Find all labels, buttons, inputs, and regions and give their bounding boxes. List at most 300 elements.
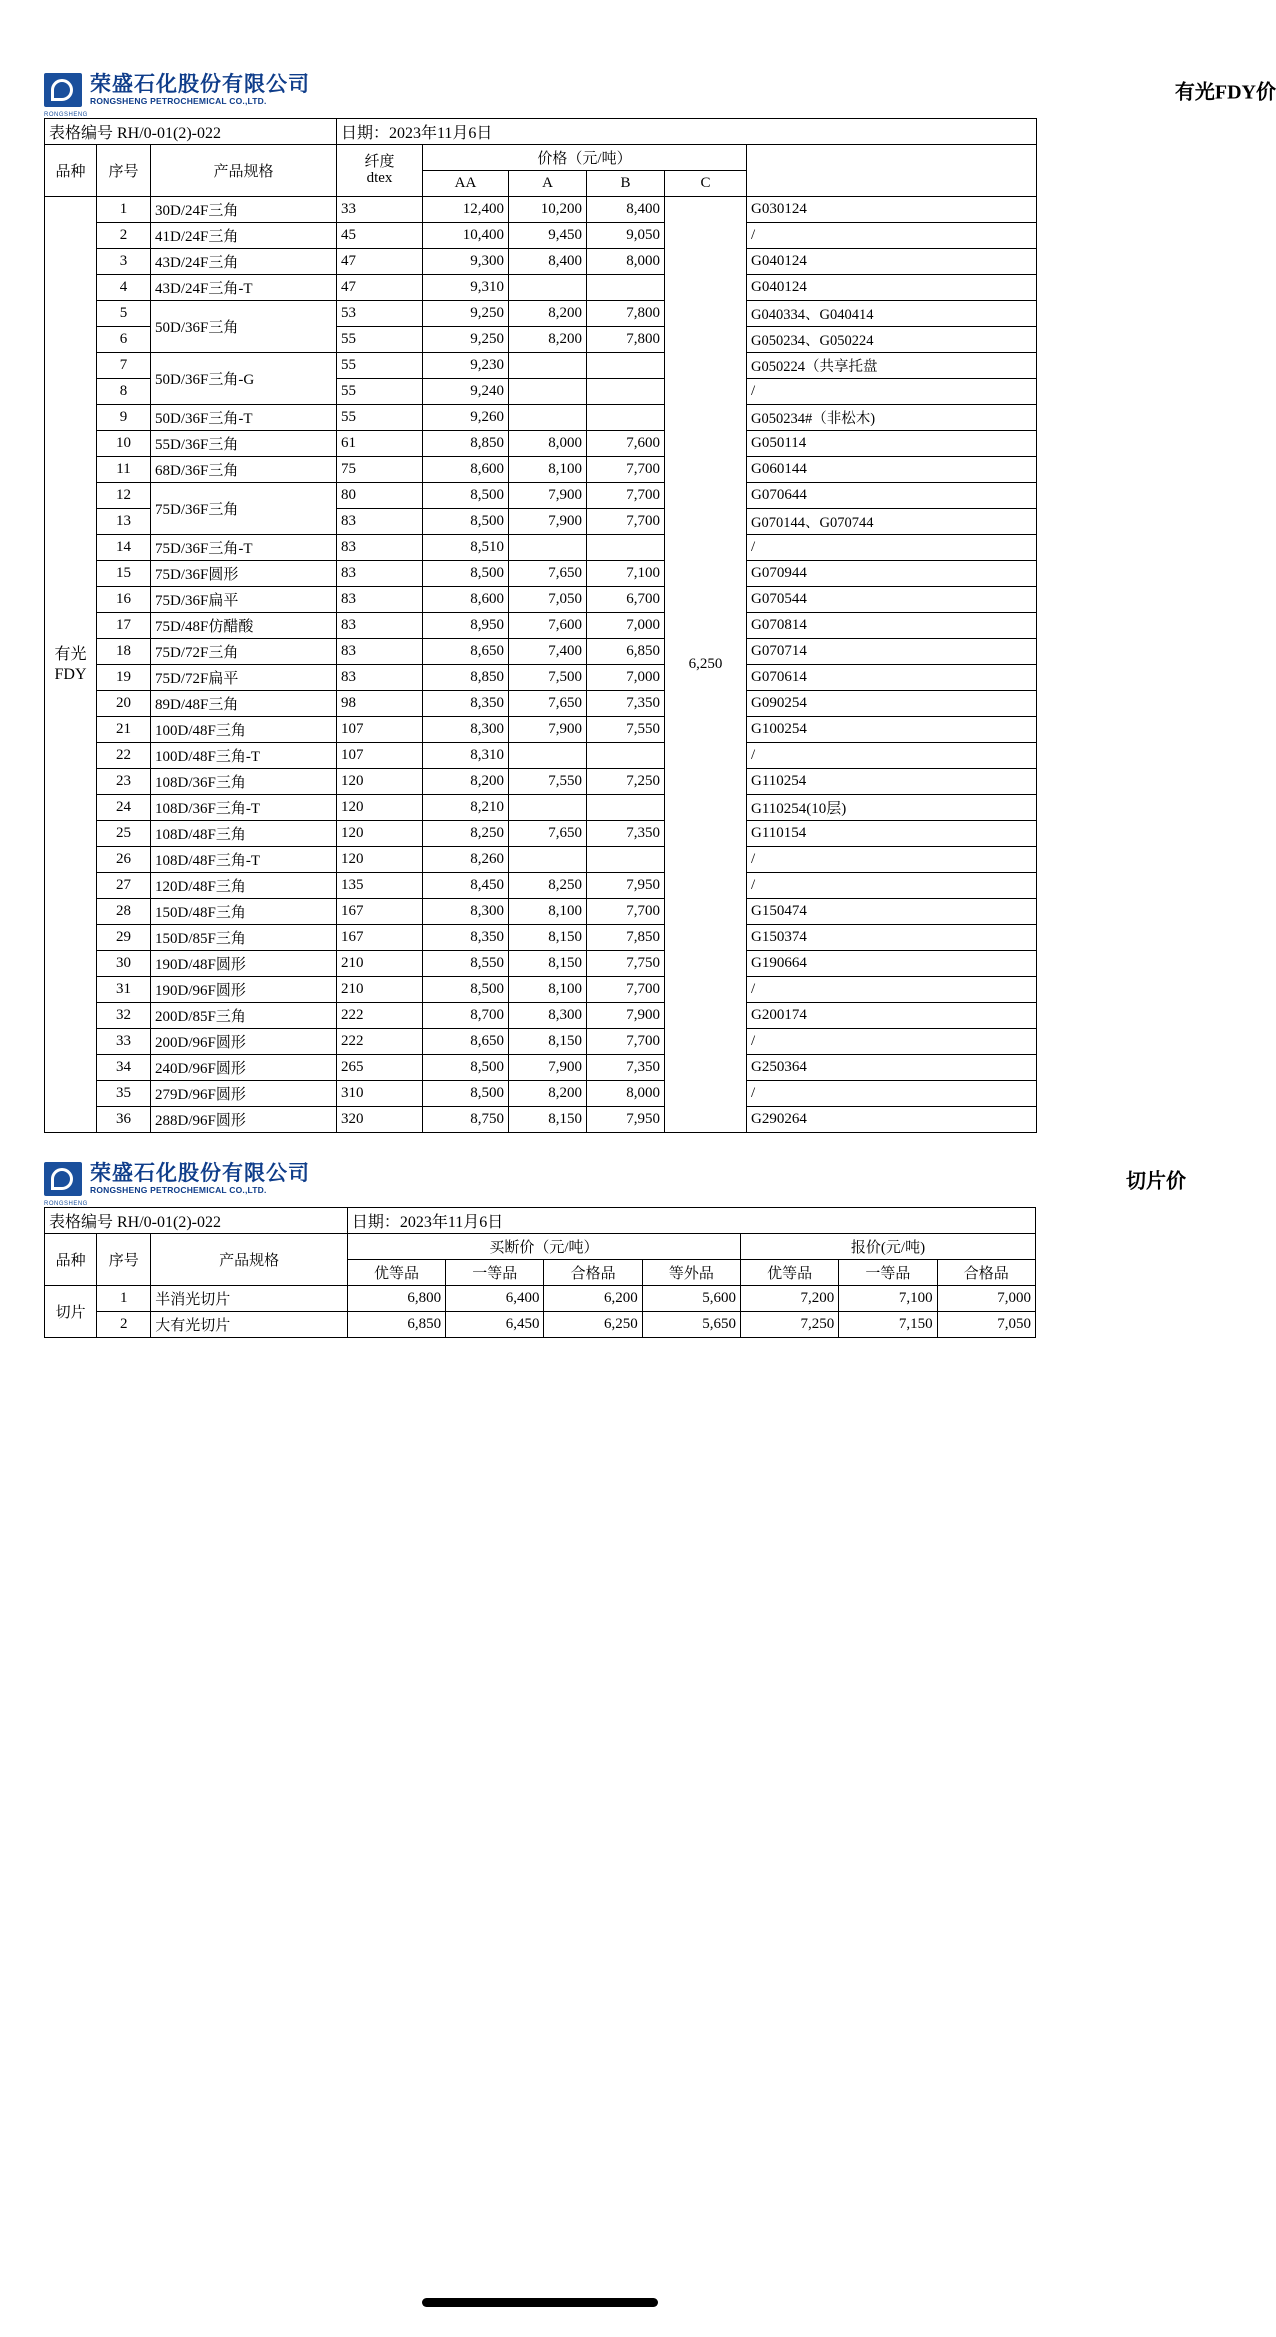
- row-aa: 8,350: [423, 691, 509, 717]
- row-b: 7,850: [587, 925, 665, 951]
- row-b: 8,000: [587, 249, 665, 275]
- table-row: [45, 457, 1037, 483]
- row-no: 32: [97, 1003, 151, 1029]
- fdy-meta-row: [45, 119, 1037, 145]
- row-code: G110254(10层): [747, 795, 1037, 821]
- row-b: 7,000: [587, 613, 665, 639]
- row-a: 7,650: [509, 821, 587, 847]
- row-a: 8,150: [509, 951, 587, 977]
- company-name-cn: 荣盛石化股份有限公司: [90, 72, 310, 96]
- row-aa: 8,300: [423, 899, 509, 925]
- row-dtex: 120: [337, 795, 423, 821]
- row-a: 8,200: [509, 1081, 587, 1107]
- fdy-form-no: 表格编号 RH/0-01(2)-022: [45, 119, 337, 145]
- row-aa: 9,250: [423, 301, 509, 327]
- row-buy-sub: 5,650: [642, 1312, 740, 1338]
- row-a: 10,200: [509, 197, 587, 223]
- row-b: [587, 847, 665, 873]
- row-code: G150374: [747, 925, 1037, 951]
- row-aa: 8,700: [423, 1003, 509, 1029]
- row-b: [587, 795, 665, 821]
- row-a: 7,550: [509, 769, 587, 795]
- row-code: G070814: [747, 613, 1037, 639]
- row-dtex: 53: [337, 301, 423, 327]
- row-code: G050224（共享托盘: [747, 353, 1037, 379]
- row-aa: 8,500: [423, 977, 509, 1003]
- row-a: 7,650: [509, 561, 587, 587]
- row-quote-first: 7,100: [839, 1286, 937, 1312]
- row-no: 12: [97, 483, 151, 509]
- row-no: 35: [97, 1081, 151, 1107]
- row-a: 7,600: [509, 613, 587, 639]
- row-aa: 10,400: [423, 223, 509, 249]
- home-indicator[interactable]: [422, 2298, 658, 2307]
- row-a: [509, 743, 587, 769]
- row-code: G050234、G050224: [747, 327, 1037, 353]
- row-a: [509, 379, 587, 405]
- row-b: [587, 535, 665, 561]
- row-code: G110154: [747, 821, 1037, 847]
- row-a: 7,900: [509, 717, 587, 743]
- row-quote-first: 7,150: [839, 1312, 937, 1338]
- row-spec: 55D/36F三角: [151, 431, 337, 457]
- row-b: 7,950: [587, 873, 665, 899]
- fdy-price-table: [44, 118, 1037, 1133]
- row-spec: 150D/85F三角: [151, 925, 337, 951]
- row-a: 8,000: [509, 431, 587, 457]
- table-row: [45, 223, 1037, 249]
- row-code: G190664: [747, 951, 1037, 977]
- row-b: 9,050: [587, 223, 665, 249]
- rongsheng-logo-icon: [44, 1162, 88, 1207]
- row-dtex: 222: [337, 1003, 423, 1029]
- row-spec: 108D/48F三角-T: [151, 847, 337, 873]
- fdy-date: 日期：2023年11月6日: [337, 119, 1037, 145]
- row-a: 8,400: [509, 249, 587, 275]
- table-row: [45, 613, 1037, 639]
- table-row: [45, 535, 1037, 561]
- row-code: G030124: [747, 197, 1037, 223]
- row-code: /: [747, 379, 1037, 405]
- table-row: [45, 1286, 1036, 1312]
- table-row: [45, 1003, 1037, 1029]
- row-dtex: 55: [337, 327, 423, 353]
- table-row: [45, 1029, 1037, 1055]
- row-no: 27: [97, 873, 151, 899]
- row-code: G110254: [747, 769, 1037, 795]
- row-quote-pass: 7,000: [937, 1286, 1035, 1312]
- fdy-c-price: 6,250: [665, 197, 747, 1133]
- chip-buy-sub: 等外品: [642, 1260, 740, 1286]
- row-aa: 8,500: [423, 509, 509, 535]
- row-aa: 12,400: [423, 197, 509, 223]
- row-no: 36: [97, 1107, 151, 1133]
- table-row: [45, 1081, 1037, 1107]
- row-dtex: 210: [337, 977, 423, 1003]
- logo-sub-text: RONGSHENG: [44, 1201, 88, 1207]
- row-a: [509, 353, 587, 379]
- row-b: [587, 405, 665, 431]
- row-buy-sub: 5,600: [642, 1286, 740, 1312]
- row-no: 1: [97, 197, 151, 223]
- row-spec: 75D/48F仿醋酸: [151, 613, 337, 639]
- row-b: 8,400: [587, 197, 665, 223]
- row-dtex: 120: [337, 821, 423, 847]
- table-row: [45, 197, 1037, 223]
- row-code: G040124: [747, 275, 1037, 301]
- row-a: 7,900: [509, 509, 587, 535]
- table-row: [45, 847, 1037, 873]
- row-aa: 9,260: [423, 405, 509, 431]
- row-dtex: 167: [337, 899, 423, 925]
- table-row: [45, 301, 1037, 327]
- row-a: 7,650: [509, 691, 587, 717]
- row-b: 7,600: [587, 431, 665, 457]
- row-b: 7,350: [587, 821, 665, 847]
- row-aa: 8,200: [423, 769, 509, 795]
- row-dtex: 222: [337, 1029, 423, 1055]
- fdy-brand-cell: 有光 FDY: [45, 197, 97, 1133]
- row-a: 8,100: [509, 977, 587, 1003]
- row-dtex: 55: [337, 405, 423, 431]
- row-aa: 8,650: [423, 639, 509, 665]
- chip-date: 日期：2023年11月6日: [347, 1208, 1035, 1234]
- row-dtex: 83: [337, 665, 423, 691]
- row-b: 7,800: [587, 327, 665, 353]
- row-code: G070714: [747, 639, 1037, 665]
- row-code: /: [747, 1081, 1037, 1107]
- row-dtex: 83: [337, 639, 423, 665]
- row-spec: 大有光切片: [151, 1312, 348, 1338]
- table-row: [45, 483, 1037, 509]
- row-spec: 75D/72F三角: [151, 639, 337, 665]
- table-row: [45, 249, 1037, 275]
- row-dtex: 83: [337, 561, 423, 587]
- fdy-col-price-group: 价格（元/吨）: [423, 145, 747, 171]
- row-dtex: 83: [337, 509, 423, 535]
- row-spec: 108D/36F三角: [151, 769, 337, 795]
- row-b: 7,550: [587, 717, 665, 743]
- row-b: 7,700: [587, 457, 665, 483]
- row-no: 20: [97, 691, 151, 717]
- row-quote-pass: 7,050: [937, 1312, 1035, 1338]
- row-spec: 43D/24F三角: [151, 249, 337, 275]
- row-code: G090254: [747, 691, 1037, 717]
- row-code: G070644: [747, 483, 1037, 509]
- row-b: [587, 379, 665, 405]
- row-a: 8,200: [509, 301, 587, 327]
- row-spec: 43D/24F三角-T: [151, 275, 337, 301]
- row-b: 7,700: [587, 509, 665, 535]
- row-dtex: 310: [337, 1081, 423, 1107]
- row-aa: 9,310: [423, 275, 509, 301]
- row-code: /: [747, 873, 1037, 899]
- row-aa: 8,210: [423, 795, 509, 821]
- row-spec: 108D/36F三角-T: [151, 795, 337, 821]
- row-a: 8,300: [509, 1003, 587, 1029]
- row-spec: 30D/24F三角: [151, 197, 337, 223]
- row-no: 9: [97, 405, 151, 431]
- row-buy-pass: 6,250: [544, 1312, 642, 1338]
- table-row: [45, 1055, 1037, 1081]
- row-spec: 75D/36F圆形: [151, 561, 337, 587]
- row-dtex: 83: [337, 587, 423, 613]
- row-no: 22: [97, 743, 151, 769]
- row-spec: 288D/96F圆形: [151, 1107, 337, 1133]
- row-code: G070544: [747, 587, 1037, 613]
- row-spec: 200D/96F圆形: [151, 1029, 337, 1055]
- row-dtex: 45: [337, 223, 423, 249]
- company-logo-2: [44, 1161, 310, 1207]
- row-quote-top: 7,250: [741, 1312, 839, 1338]
- fdy-col-aa: AA: [423, 171, 509, 197]
- table-row: [45, 951, 1037, 977]
- row-a: 8,150: [509, 925, 587, 951]
- chip-quote-pass: 合格品: [937, 1260, 1035, 1286]
- row-b: 8,000: [587, 1081, 665, 1107]
- row-dtex: 33: [337, 197, 423, 223]
- row-no: 26: [97, 847, 151, 873]
- row-no: 7: [97, 353, 151, 379]
- chip-buy-pass: 合格品: [544, 1260, 642, 1286]
- row-aa: 8,300: [423, 717, 509, 743]
- company-name-en: RONGSHENG PETROCHEMICAL CO.,LTD.: [90, 1185, 267, 1196]
- row-no: 6: [97, 327, 151, 353]
- row-b: 7,700: [587, 483, 665, 509]
- table-row: [45, 665, 1037, 691]
- row-a: 7,500: [509, 665, 587, 691]
- fdy-col-c: C: [665, 171, 747, 197]
- fdy-table-wrap: [44, 118, 1036, 1133]
- row-b: 7,700: [587, 1029, 665, 1055]
- row-spec: 41D/24F三角: [151, 223, 337, 249]
- row-b: 7,950: [587, 1107, 665, 1133]
- row-aa: 9,250: [423, 327, 509, 353]
- row-no: 25: [97, 821, 151, 847]
- table-row: [45, 769, 1037, 795]
- row-b: [587, 353, 665, 379]
- table-row: [45, 431, 1037, 457]
- row-dtex: 265: [337, 1055, 423, 1081]
- row-no: 3: [97, 249, 151, 275]
- row-code: /: [747, 743, 1037, 769]
- row-spec: 75D/72F扁平: [151, 665, 337, 691]
- fdy-col-dtex: [337, 145, 423, 197]
- company-logo: [44, 72, 310, 118]
- row-dtex: 61: [337, 431, 423, 457]
- row-code: /: [747, 223, 1037, 249]
- row-aa: 8,550: [423, 951, 509, 977]
- row-aa: 8,950: [423, 613, 509, 639]
- row-no: 34: [97, 1055, 151, 1081]
- row-a: 8,100: [509, 457, 587, 483]
- row-code: G070614: [747, 665, 1037, 691]
- row-a: 8,200: [509, 327, 587, 353]
- row-aa: 8,500: [423, 1055, 509, 1081]
- chip-header-row-1: [45, 1234, 1036, 1260]
- chip-quote-top: 优等品: [741, 1260, 839, 1286]
- row-dtex: 83: [337, 535, 423, 561]
- row-spec: 240D/96F圆形: [151, 1055, 337, 1081]
- row-no: 11: [97, 457, 151, 483]
- row-aa: 9,240: [423, 379, 509, 405]
- row-spec: 75D/36F三角-T: [151, 535, 337, 561]
- row-code: G050114: [747, 431, 1037, 457]
- row-b: [587, 275, 665, 301]
- row-dtex: 47: [337, 249, 423, 275]
- fdy-col-a: A: [509, 171, 587, 197]
- chip-title: 切片价: [1126, 1170, 1186, 1193]
- chip-section-header: [44, 1151, 1186, 1207]
- chip-col-buy-group: 买断价（元/吨）: [347, 1234, 740, 1260]
- row-no: 13: [97, 509, 151, 535]
- table-row: [45, 977, 1037, 1003]
- row-no: 29: [97, 925, 151, 951]
- chip-col-no: 序号: [97, 1234, 151, 1286]
- row-dtex: 120: [337, 769, 423, 795]
- row-a: [509, 535, 587, 561]
- row-b: 6,850: [587, 639, 665, 665]
- row-code: G100254: [747, 717, 1037, 743]
- row-no: 10: [97, 431, 151, 457]
- fdy-section-header: [44, 62, 1276, 118]
- row-no: 21: [97, 717, 151, 743]
- row-dtex: 107: [337, 743, 423, 769]
- row-code: /: [747, 1029, 1037, 1055]
- row-b: 7,900: [587, 1003, 665, 1029]
- fdy-col-code: [747, 145, 1037, 197]
- row-aa: 8,250: [423, 821, 509, 847]
- table-row: [45, 1312, 1036, 1338]
- row-a: 8,100: [509, 899, 587, 925]
- table-row: [45, 691, 1037, 717]
- row-code: G070144、G070744: [747, 509, 1037, 535]
- row-b: 7,700: [587, 899, 665, 925]
- row-code: /: [747, 847, 1037, 873]
- table-row: [45, 743, 1037, 769]
- row-dtex: 320: [337, 1107, 423, 1133]
- row-buy-first: 6,450: [446, 1312, 544, 1338]
- row-spec: 半消光切片: [151, 1286, 348, 1312]
- table-row: [45, 795, 1037, 821]
- row-aa: 8,260: [423, 847, 509, 873]
- row-no: 1: [97, 1286, 151, 1312]
- row-spec: 75D/36F三角: [151, 483, 337, 535]
- table-row: [45, 873, 1037, 899]
- fdy-col-dtex-line1: 纤度: [364, 153, 395, 170]
- row-dtex: 55: [337, 379, 423, 405]
- row-buy-top: 6,850: [347, 1312, 445, 1338]
- row-no: 23: [97, 769, 151, 795]
- row-a: 7,050: [509, 587, 587, 613]
- row-spec: 100D/48F三角: [151, 717, 337, 743]
- row-code: G040334、G040414: [747, 301, 1037, 327]
- row-a: 8,150: [509, 1107, 587, 1133]
- row-a: 7,900: [509, 1055, 587, 1081]
- fdy-title: 有光FDY价: [1174, 81, 1276, 104]
- row-code: G150474: [747, 899, 1037, 925]
- row-b: 7,350: [587, 1055, 665, 1081]
- fdy-col-brand: 品种: [45, 145, 97, 197]
- row-b: 7,750: [587, 951, 665, 977]
- table-row: [45, 561, 1037, 587]
- row-no: 31: [97, 977, 151, 1003]
- row-code: /: [747, 977, 1037, 1003]
- row-spec: 190D/48F圆形: [151, 951, 337, 977]
- row-dtex: 135: [337, 873, 423, 899]
- row-dtex: 120: [337, 847, 423, 873]
- table-row: [45, 899, 1037, 925]
- row-b: 7,000: [587, 665, 665, 691]
- chip-col-spec: 产品规格: [151, 1234, 348, 1286]
- chip-brand-cell: 切片: [45, 1286, 97, 1338]
- company-name-cn: 荣盛石化股份有限公司: [90, 1161, 310, 1185]
- row-spec: 150D/48F三角: [151, 899, 337, 925]
- chip-form-no: 表格编号 RH/0-01(2)-022: [45, 1208, 348, 1234]
- row-buy-top: 6,800: [347, 1286, 445, 1312]
- row-a: 8,250: [509, 873, 587, 899]
- row-spec: 75D/36F扁平: [151, 587, 337, 613]
- row-a: [509, 275, 587, 301]
- table-row: [45, 275, 1037, 301]
- row-a: 7,900: [509, 483, 587, 509]
- row-spec: 200D/85F三角: [151, 1003, 337, 1029]
- row-no: 4: [97, 275, 151, 301]
- row-spec: 50D/36F三角-T: [151, 405, 337, 431]
- row-no: 15: [97, 561, 151, 587]
- row-aa: 8,350: [423, 925, 509, 951]
- row-spec: 50D/36F三角: [151, 301, 337, 353]
- row-dtex: 55: [337, 353, 423, 379]
- row-code: G200174: [747, 1003, 1037, 1029]
- fdy-col-no: 序号: [97, 145, 151, 197]
- table-row: [45, 353, 1037, 379]
- row-no: 33: [97, 1029, 151, 1055]
- table-row: [45, 925, 1037, 951]
- row-spec: 50D/36F三角-G: [151, 353, 337, 405]
- row-no: 18: [97, 639, 151, 665]
- row-no: 5: [97, 301, 151, 327]
- row-aa: 8,500: [423, 1081, 509, 1107]
- row-no: 30: [97, 951, 151, 977]
- row-no: 19: [97, 665, 151, 691]
- row-spec: 120D/48F三角: [151, 873, 337, 899]
- row-aa: 8,600: [423, 457, 509, 483]
- table-row: [45, 405, 1037, 431]
- chip-buy-first: 一等品: [446, 1260, 544, 1286]
- row-no: 2: [97, 1312, 151, 1338]
- row-buy-pass: 6,200: [544, 1286, 642, 1312]
- row-dtex: 80: [337, 483, 423, 509]
- row-code: G290264: [747, 1107, 1037, 1133]
- row-no: 8: [97, 379, 151, 405]
- row-dtex: 167: [337, 925, 423, 951]
- chip-quote-first: 一等品: [839, 1260, 937, 1286]
- fdy-header-row-1: [45, 145, 1037, 171]
- chip-col-brand: 品种: [45, 1234, 97, 1286]
- row-code: G060144: [747, 457, 1037, 483]
- fdy-col-b: B: [587, 171, 665, 197]
- row-dtex: 107: [337, 717, 423, 743]
- row-aa: 8,500: [423, 561, 509, 587]
- row-no: 16: [97, 587, 151, 613]
- row-code: G050234#（非松木): [747, 405, 1037, 431]
- row-aa: 8,310: [423, 743, 509, 769]
- row-no: 28: [97, 899, 151, 925]
- row-a: 9,450: [509, 223, 587, 249]
- table-row: [45, 639, 1037, 665]
- row-b: 7,700: [587, 977, 665, 1003]
